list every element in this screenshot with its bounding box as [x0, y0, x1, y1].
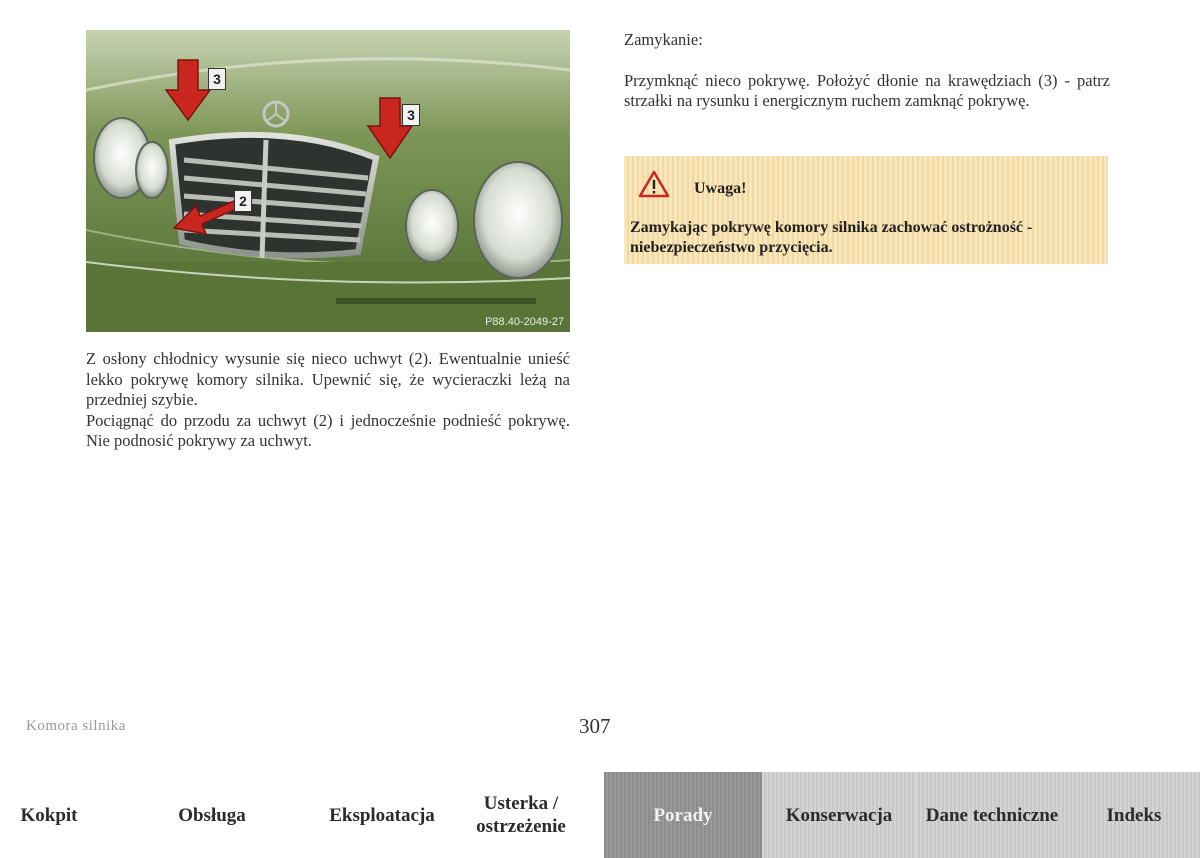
section-name: Komora silnika	[26, 718, 126, 734]
page-number: 307	[579, 714, 611, 738]
marker-2-handle: 2	[234, 190, 252, 212]
car-front-illustration	[86, 30, 570, 332]
nav-tab-obsluga[interactable]: Obsługa	[98, 772, 326, 858]
opening-paragraph-1: Z osłony chłodnicy wysunie się nieco uchwyt (2). Ewentualnie unieść lekko pokrywę komory silnika. Upewnić się, że wycieraczki leżą na przedniej szybie.	[86, 349, 570, 409]
marker-3-left: 3	[208, 68, 226, 90]
figure-code: P88.40-2049-27	[485, 316, 564, 328]
opening-paragraph-2: Pociągnąć do przodu za uchwyt (2) i jednocześnie podnieść pokrywę. Nie podnosić pokrywy za uchwyt.	[86, 410, 570, 450]
closing-paragraph: Przymknąć nieco pokrywę. Położyć dłonie na krawędziach (3) - patrz strzałki na rysunku i energicznym ruchem zamknąć pokrywę.	[624, 70, 1110, 110]
chapter-navigation	[0, 772, 1200, 858]
hood-release-figure	[86, 30, 570, 332]
nav-tab-konserwacja[interactable]: Konserwacja	[762, 772, 916, 858]
warning-title: Uwaga!	[694, 179, 747, 197]
nav-tab-usterka[interactable]: Usterka / ostrzeżenie	[438, 772, 604, 858]
nav-tab-dane-techniczne[interactable]: Dane techniczne	[916, 772, 1068, 858]
warning-box	[624, 156, 1108, 264]
nav-tab-eksploatacja[interactable]: Eksploatacja	[326, 772, 438, 858]
marker-3-right: 3	[402, 104, 420, 126]
nav-tab-porady[interactable]: Porady	[604, 772, 762, 858]
warning-triangle-icon	[638, 170, 670, 203]
warning-text: Zamykając pokrywę komory silnika zachować ostrożność - niebezpieczeństwo przycięcia.	[630, 219, 1033, 256]
closing-instructions	[624, 30, 1110, 112]
nav-tab-kokpit[interactable]: Kokpit	[0, 772, 98, 858]
warning-header	[638, 170, 746, 203]
opening-instructions	[86, 349, 570, 452]
closing-title: Zamykanie:	[624, 30, 703, 49]
nav-tab-indeks[interactable]: Indeks	[1068, 772, 1200, 858]
